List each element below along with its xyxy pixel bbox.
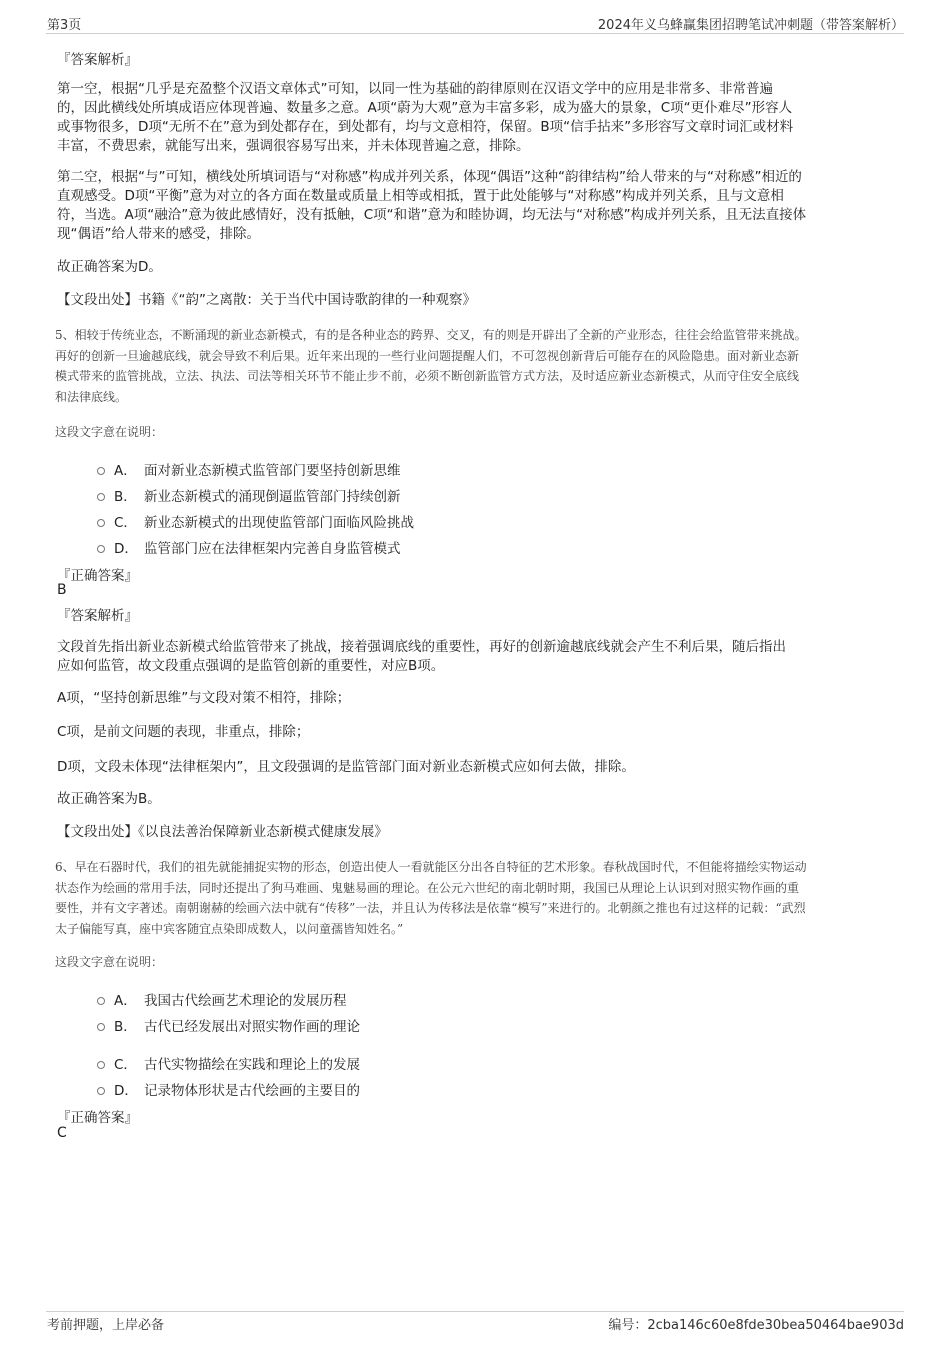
q6-stem-line: 状态作为绘画的常用手法，同时还提出了狗马难画、鬼魅易画的理论。在公元六世纪的南北朝时期，我国已从理论上认识到对照实物作画的重 [55,880,800,895]
q6-stem-line: 太子偏能写真，座中宾客随宜点染即成数人，以问童孺皆知姓名。” [55,921,404,936]
q5-analysis-line: 文段首先指出新业态新模式给监管带来了挑战，接着强调底线的重要性，再好的创新逾越底线就会产生不利后果，随后指出 [57,639,786,655]
q5-stem [55,325,807,407]
q5-prompt: 这段文字意在说明： [55,425,164,439]
q4-para2-line: 第二空，根据“与”可知，横线处所填词语与“对称感”构成并列关系，体现“偶语”这种“韵律结构”给人带来的与“对称感”相近的 [57,169,802,185]
q5-stem-line: 再好的创新一旦逾越底线，就会导致不利后果。近年来出现的一些行业问题提醒人们，不可忽视创新背后可能存在的风险隐患。面对新业态新 [55,348,800,363]
q5-analysis [57,638,786,676]
radio-circle-icon[interactable] [97,1023,105,1031]
q4-analysis-para2 [57,168,806,244]
q5-option-b[interactable] [97,485,401,505]
radio-circle-icon[interactable] [97,997,105,1005]
q6-option-a[interactable] [97,989,347,1009]
q4-para2-line: 直观感受。D项“平衡”意为对立的各方面在数量或质量上相等或相抵，置于此处能够与“对称感”构成并列关系，且与文意相 [57,188,784,204]
q6-stem [55,857,807,939]
q5-analysis-line: 应如何监管，故文段重点强调的是监管创新的重要性，对应B项。 [57,658,445,674]
option-text: 古代实物描绘在实践和理论上的发展 [144,1057,360,1073]
option-text: 我国古代绘画艺术理论的发展历程 [144,993,347,1009]
q6-option-b[interactable] [97,1015,360,1035]
q5-answer: B [57,582,67,598]
page-number: 第3页 [47,18,82,33]
q5-option-a-note: A项，“坚持创新思维”与文段对策不相符，排除； [57,690,351,706]
q5-option-d-note: D项，文段未体现“法律框架内”，且文段强调的是监管部门面对新业态新模式应如何去做，排除。 [57,759,635,775]
q4-conclusion: 故正确答案为D。 [57,259,162,275]
q6-answer: C [57,1125,67,1141]
q4-para1-line: 或事物很多，D项“无所不在”意为到处都存在，到处都有，均与文意相符，保留。B项“信手拈来”多形容写文章时词汇或材料 [57,119,794,135]
radio-circle-icon[interactable] [97,493,105,501]
option-letter: A． [114,993,137,1009]
option-text: 监管部门应在法律框架内完善自身监管模式 [144,541,401,557]
q6-answer-label: 『正确答案』 [57,1110,138,1126]
radio-circle-icon[interactable] [97,1061,105,1069]
q6-stem-line: 6、早在石器时代，我们的祖先就能捕捉实物的形态，创造出使人一看就能区分出各自特征的艺术形象。春秋战国时代，不但能将描绘实物运动 [55,860,807,874]
q6-option-d[interactable] [97,1079,360,1099]
q5-source: 【文段出处】《以良法善治保障新业态新模式健康发展》 [57,824,388,840]
q6-option-c[interactable] [97,1053,360,1073]
document-title: 2024年义乌蜂赢集团招聘笔试冲刺题（带答案解析） [597,18,904,33]
option-letter: A． [114,463,137,479]
q4-analysis-label: 『答案解析』 [57,52,138,68]
q6-stem-line: 要性，并有文字著述。南朝谢赫的绘画六法中就有“传移”一法，并且认为传移法是依靠“模写”来进行的。北朝颜之推也有过这样的记载：“武烈 [55,901,806,915]
q4-analysis-para1 [57,80,793,156]
q5-analysis-label: 『答案解析』 [57,608,138,624]
footer-slogan: 考前押题，上岸必备 [47,1318,165,1333]
q5-stem-line: 5、相较于传统业态，不断涌现的新业态新模式，有的是各种业态的跨界、交叉，有的则是开辟出了全新的产业形态，往往会给监管带来挑战。 [55,328,807,342]
radio-circle-icon[interactable] [97,545,105,553]
option-text: 新业态新模式的涌现倒逼监管部门持续创新 [144,489,401,505]
q4-source: 【文段出处】书籍《“韵”之离散：关于当代中国诗歌韵律的一种观察》 [57,292,476,308]
q6-prompt: 这段文字意在说明： [55,955,164,969]
option-letter: B． [114,1019,137,1035]
header-rule [46,33,904,34]
option-text: 记录物体形状是古代绘画的主要目的 [144,1083,360,1099]
option-text: 古代已经发展出对照实物作画的理论 [144,1019,360,1035]
option-letter: C． [114,515,137,531]
q5-answer-label: 『正确答案』 [57,568,138,584]
q5-conclusion: 故正确答案为B。 [57,791,161,807]
radio-circle-icon[interactable] [97,519,105,527]
q4-para1-line: 第一空，根据“几乎是充盈整个汉语文章体式”可知，以同一性为基础的韵律原则在汉语文学中的应用是非常多、非常普遍 [57,81,773,97]
radio-circle-icon[interactable] [97,1087,105,1095]
q4-para2-line: 现“偶语”给人带来的感受，排除。 [57,226,260,242]
footer-rule [46,1311,904,1312]
q4-para1-line: 的，因此横线处所填成语应体现普遍、数量多之意。A项“蔚为大观”意为丰富多彩，成为盛大的景象，C项“更仆难尽”形容人 [57,100,793,116]
q4-para2-line: 符，当选。A项“融洽”意为彼此感情好，没有抵触，C项“和谐”意为和睦协调，均无法与“对称感”构成并列关系，且无法直接体 [57,207,807,223]
option-letter: C． [114,1057,137,1073]
option-letter: D． [114,541,138,557]
q5-option-c-note: C项，是前文问题的表现，非重点，排除； [57,724,310,740]
option-text: 新业态新模式的出现使监管部门面临风险挑战 [144,515,414,531]
q5-option-a[interactable] [97,459,401,479]
option-text: 面对新业态新模式监管部门要坚持创新思维 [144,463,401,479]
option-letter: D． [114,1083,138,1099]
radio-circle-icon[interactable] [97,467,105,475]
q4-para1-line: 丰富，不费思索，就能写出来，强调很容易写出来，并未体现普遍之意，排除。 [57,138,530,154]
option-letter: B． [114,489,137,505]
q5-stem-line: 模式带来的监管挑战，立法、执法、司法等相关环节不能止步不前，必须不断创新监管方式方法，及时适应新业态新模式，从而守住安全底线 [55,369,800,383]
q5-option-c[interactable] [97,511,414,531]
document-id: 编号：2cba146c60e8fde30bea50464bae903d [608,1318,904,1333]
q5-stem-line: 和法律底线。 [55,389,128,404]
q5-option-d[interactable] [97,537,401,557]
